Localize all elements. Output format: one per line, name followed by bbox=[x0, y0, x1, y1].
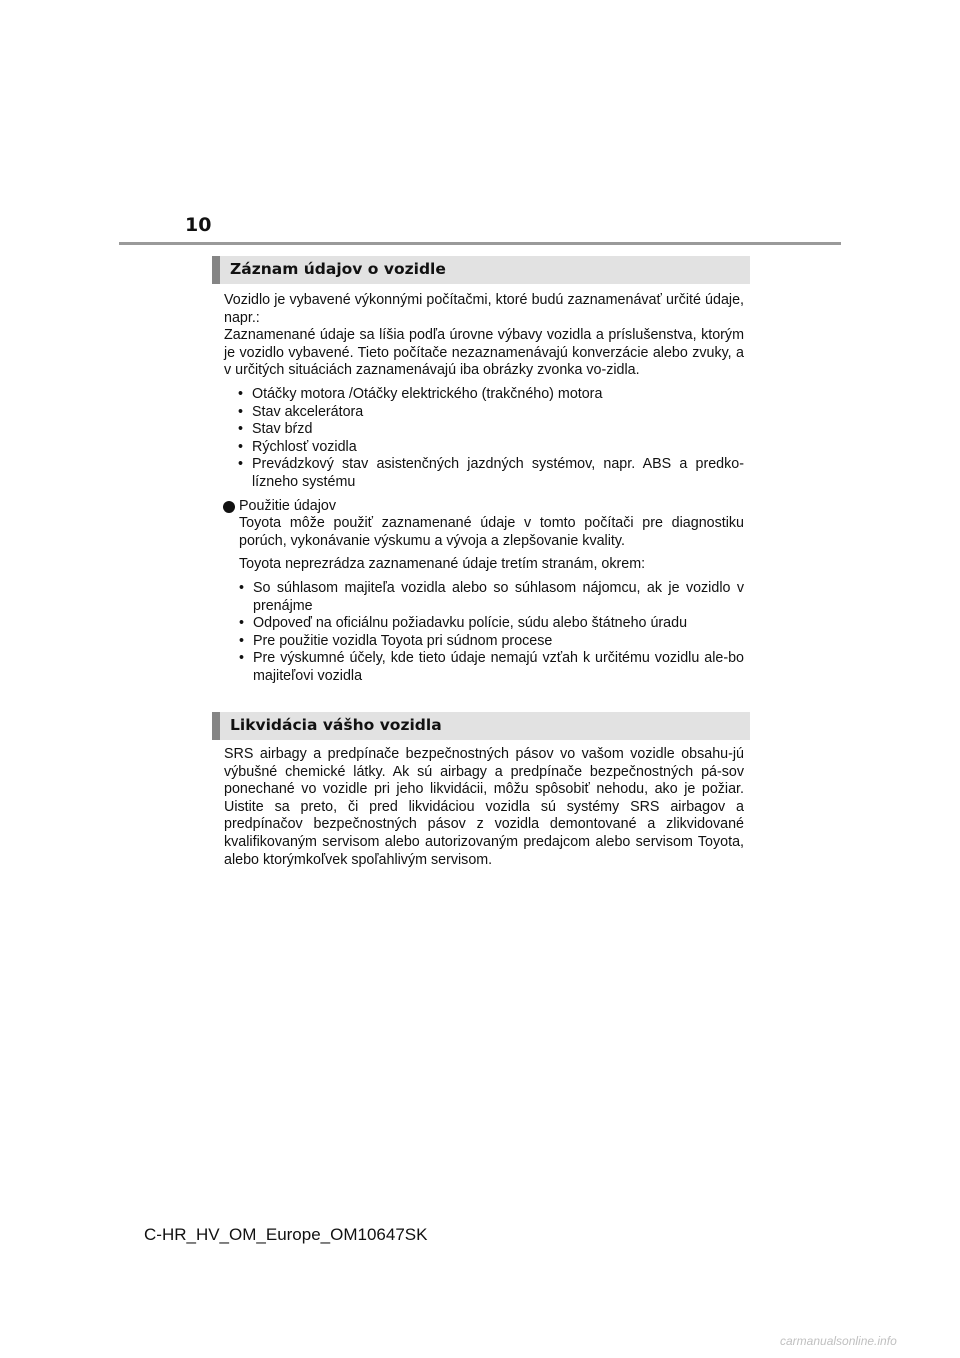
list-item: • Prevádzkový stav asistenčných jazdných systémov, napr. ABS a predko-lízneho systému bbox=[238, 456, 744, 490]
exceptions-list bbox=[239, 580, 744, 686]
usage-block bbox=[224, 498, 744, 686]
section-title: Záznam údajov o vozidle bbox=[230, 260, 446, 278]
document-code: C-HR_HV_OM_Europe_OM10647SK bbox=[144, 1225, 428, 1244]
list-item: • Otáčky motora /Otáčky elektrického (trakčného) motora bbox=[238, 385, 603, 402]
section-title: Likvidácia vášho vozidla bbox=[230, 716, 442, 734]
list-item: • Pre výskumné účely, kde tieto údaje nemajú vzťah k určitému vozidlu ale-bo majiteľovi vozidla bbox=[239, 650, 744, 684]
circle-bullet-icon bbox=[223, 501, 235, 513]
paragraph: Toyota neprezrádza zaznamenané údaje tretím stranám, okrem: bbox=[239, 556, 646, 573]
watermark: carmanualsonline.info bbox=[780, 1334, 897, 1348]
section-header-vehicle-data bbox=[212, 256, 750, 284]
list-item: • Stav bŕzd bbox=[238, 421, 313, 438]
section-body-vehicle-data bbox=[224, 292, 744, 685]
list-item: • Odpoveď na oficiálnu požiadavku polície, súdu alebo štátneho úradu bbox=[239, 615, 688, 632]
list-item: • Pre použitie vozidla Toyota pri súdnom procese bbox=[239, 632, 553, 649]
section-header-disposal bbox=[212, 712, 750, 740]
paragraph: SRS airbagy a predpínače bezpečnostných pásov vo vašom vozidle obsahu-jú výbušné chemické látky. Ak sú airbagy a predpínače bezpečnostných pá-sov ponechané vo vozidle pri jeho likvidácii, môžu spôsobiť nehodu, ako je požiar. Uistite sa preto, či pred likvidáciou vozidla sú systémy SRS airbagov a predpínačov bezpečnostných pásov z vozidla demontované a zlikvidované kvalifikovaným servisom alebo autorizovaným predajcom alebo servisom Toyota, alebo ktorýmkoľvek spoľahlivým servisom. bbox=[224, 746, 744, 868]
recorded-data-list bbox=[224, 386, 744, 492]
usage-title: Použitie údajov bbox=[239, 497, 336, 514]
paragraph: Toyota môže použiť zaznamenané údaje v tomto počítači pre diagnostiku porúch, vykonávanie výskumu a vývoja a zlepšovanie kvality. bbox=[239, 515, 744, 549]
paragraph: Zaznamenané údaje sa líšia podľa úrovne výbavy vozidla a príslušenstva, ktorým je vozidlo vybavené. Tieto počítače nezaznamenávajú konverzácie alebo zvuky, a v určitých situáciách zaznamenávajú iba obrázky zvonka vo-zidla. bbox=[224, 327, 744, 379]
section-body-disposal bbox=[224, 746, 744, 869]
list-item: • Rýchlosť vozidla bbox=[238, 438, 357, 455]
list-item: • Stav akcelerátora bbox=[238, 403, 364, 420]
list-item: • So súhlasom majiteľa vozidla alebo so súhlasom nájomcu, ak je vozidlo v prenájme bbox=[239, 579, 744, 614]
paragraph: Vozidlo je vybavené výkonnými počítačmi, ktoré budú zaznamenávať určité údaje, napr.: bbox=[224, 292, 744, 326]
header-divider bbox=[119, 242, 841, 245]
page-number: 10 bbox=[185, 214, 212, 236]
